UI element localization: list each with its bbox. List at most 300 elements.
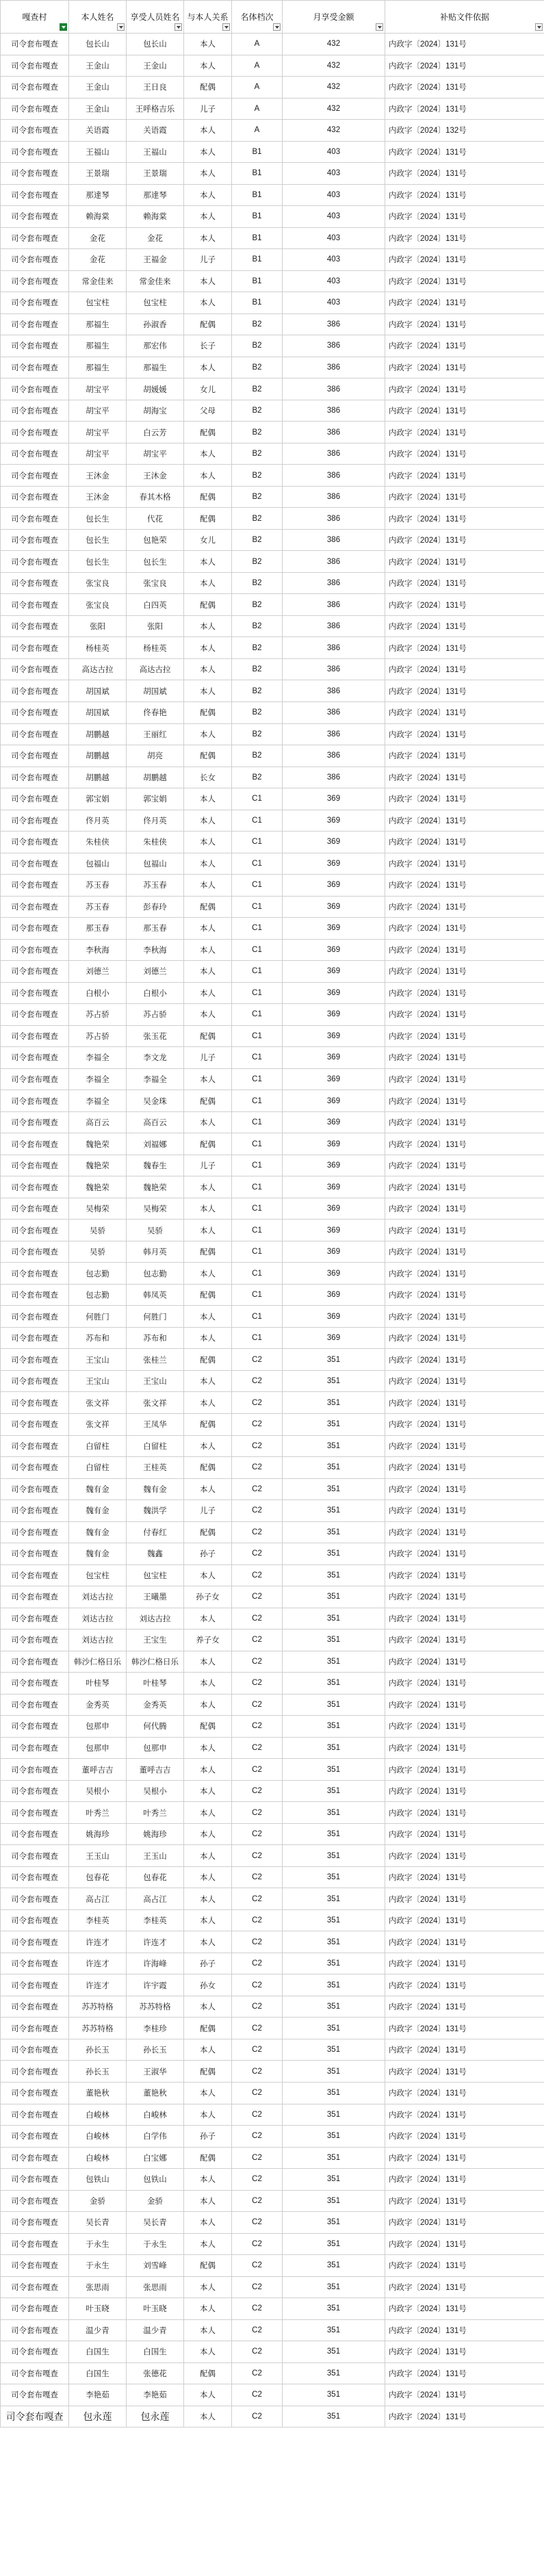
- relation-cell[interactable]: 配偶: [184, 1716, 232, 1738]
- table-row[interactable]: [1, 2233, 544, 2255]
- name-cell[interactable]: 于永生: [69, 2255, 127, 2277]
- village-cell[interactable]: 司令套布嘎查: [1, 1068, 69, 1090]
- grade-cell[interactable]: B2: [232, 508, 283, 530]
- table-row[interactable]: [1, 1586, 544, 1608]
- beneficiary-cell[interactable]: 白根小: [127, 982, 184, 1004]
- village-cell[interactable]: 司令套布嘎查: [1, 1500, 69, 1522]
- village-cell[interactable]: 司令套布嘎查: [1, 163, 69, 185]
- name-cell[interactable]: 郭宝娟: [69, 788, 127, 810]
- village-cell[interactable]: 司令套布嘎查: [1, 1586, 69, 1608]
- table-row[interactable]: [1, 615, 544, 637]
- grade-cell[interactable]: C1: [232, 918, 283, 940]
- document-cell[interactable]: 内政字〔2024〕131号: [385, 163, 544, 185]
- relation-cell[interactable]: 本人: [184, 184, 232, 206]
- relation-cell[interactable]: 本人: [184, 1737, 232, 1759]
- relation-cell[interactable]: 本人: [184, 1651, 232, 1673]
- name-cell[interactable]: 韩沙仁格日乐: [69, 1651, 127, 1673]
- table-row[interactable]: [1, 422, 544, 443]
- relation-cell[interactable]: 配偶: [184, 2018, 232, 2039]
- filter-dropdown-icon[interactable]: [376, 23, 383, 31]
- document-cell[interactable]: 内政字〔2024〕131号: [385, 1414, 544, 1436]
- grade-cell[interactable]: C2: [232, 1478, 283, 1500]
- amount-cell[interactable]: 369: [283, 1220, 385, 1241]
- beneficiary-cell[interactable]: 那宏伟: [127, 335, 184, 357]
- beneficiary-cell[interactable]: 胡鹏越: [127, 767, 184, 788]
- village-cell[interactable]: 司令套布嘎查: [1, 1349, 69, 1371]
- document-cell[interactable]: 内政字〔2024〕131号: [385, 1630, 544, 1651]
- relation-cell[interactable]: 本人: [184, 1004, 232, 1026]
- name-cell[interactable]: 吴骄: [69, 1241, 127, 1263]
- village-cell[interactable]: 司令套布嘎查: [1, 1370, 69, 1392]
- table-row[interactable]: [1, 1414, 544, 1436]
- table-row[interactable]: [1, 292, 544, 314]
- relation-cell[interactable]: 配偶: [184, 1025, 232, 1047]
- beneficiary-cell[interactable]: 董艳秋: [127, 2082, 184, 2104]
- grade-cell[interactable]: C2: [232, 1608, 283, 1630]
- amount-cell[interactable]: 351: [283, 1673, 385, 1695]
- document-cell[interactable]: 内政字〔2024〕131号: [385, 335, 544, 357]
- relation-cell[interactable]: 配偶: [184, 1414, 232, 1436]
- document-cell[interactable]: 内政字〔2024〕131号: [385, 141, 544, 163]
- village-cell[interactable]: 司令套布嘎查: [1, 2147, 69, 2169]
- table-row[interactable]: [1, 529, 544, 551]
- amount-cell[interactable]: 386: [283, 422, 385, 443]
- village-cell[interactable]: 司令套布嘎查: [1, 2126, 69, 2148]
- amount-cell[interactable]: 369: [283, 1241, 385, 1263]
- grade-cell[interactable]: B1: [232, 141, 283, 163]
- beneficiary-cell[interactable]: 白宝娜: [127, 2147, 184, 2169]
- amount-cell[interactable]: 369: [283, 1155, 385, 1176]
- table-row[interactable]: [1, 1457, 544, 1479]
- beneficiary-cell[interactable]: 佟月英: [127, 810, 184, 832]
- village-cell[interactable]: 司令套布嘎查: [1, 1802, 69, 1824]
- village-cell[interactable]: 司令套布嘎查: [1, 1090, 69, 1112]
- grade-cell[interactable]: B2: [232, 422, 283, 443]
- document-cell[interactable]: 内政字〔2024〕131号: [385, 1155, 544, 1176]
- grade-cell[interactable]: A: [232, 98, 283, 120]
- table-row[interactable]: [1, 1909, 544, 1931]
- name-cell[interactable]: 包铁山: [69, 2169, 127, 2191]
- grade-cell[interactable]: C2: [232, 1866, 283, 1888]
- village-cell[interactable]: 司令套布嘎查: [1, 486, 69, 508]
- village-cell[interactable]: 司令套布嘎查: [1, 680, 69, 702]
- beneficiary-cell[interactable]: 魏艳荣: [127, 1176, 184, 1198]
- table-row[interactable]: [1, 1068, 544, 1090]
- relation-cell[interactable]: 配偶: [184, 2147, 232, 2169]
- beneficiary-cell[interactable]: 王福山: [127, 141, 184, 163]
- beneficiary-cell[interactable]: 王宝山: [127, 1370, 184, 1392]
- table-row[interactable]: [1, 163, 544, 185]
- relation-cell[interactable]: 本人: [184, 939, 232, 961]
- grade-cell[interactable]: C1: [232, 832, 283, 853]
- relation-cell[interactable]: 本人: [184, 2039, 232, 2061]
- village-cell[interactable]: 司令套布嘎查: [1, 1220, 69, 1241]
- beneficiary-cell[interactable]: 孙长玉: [127, 2039, 184, 2061]
- amount-cell[interactable]: 369: [283, 1176, 385, 1198]
- village-cell[interactable]: 司令套布嘎查: [1, 2018, 69, 2039]
- relation-cell[interactable]: 本人: [184, 1673, 232, 1695]
- grade-cell[interactable]: B2: [232, 465, 283, 487]
- document-cell[interactable]: 内政字〔2024〕131号: [385, 572, 544, 594]
- name-cell[interactable]: 包志勤: [69, 1263, 127, 1285]
- document-cell[interactable]: 内政字〔2024〕131号: [385, 1823, 544, 1845]
- amount-cell[interactable]: 351: [283, 2169, 385, 2191]
- amount-cell[interactable]: 351: [283, 1716, 385, 1738]
- beneficiary-cell[interactable]: 温少青: [127, 2319, 184, 2341]
- name-cell[interactable]: 王福山: [69, 141, 127, 163]
- document-cell[interactable]: 内政字〔2024〕131号: [385, 2039, 544, 2061]
- table-row[interactable]: [1, 1090, 544, 1112]
- table-row[interactable]: [1, 335, 544, 357]
- village-cell[interactable]: 司令套布嘎查: [1, 939, 69, 961]
- amount-cell[interactable]: 351: [283, 1370, 385, 1392]
- grade-cell[interactable]: B2: [232, 637, 283, 659]
- relation-cell[interactable]: 父母: [184, 400, 232, 422]
- grade-cell[interactable]: B1: [232, 270, 283, 292]
- name-cell[interactable]: 李秋海: [69, 939, 127, 961]
- grade-cell[interactable]: C2: [232, 2276, 283, 2298]
- document-cell[interactable]: 内政字〔2024〕131号: [385, 2341, 544, 2363]
- village-cell[interactable]: 司令套布嘎查: [1, 551, 69, 573]
- village-cell[interactable]: 司令套布嘎查: [1, 2104, 69, 2126]
- document-cell[interactable]: 内政字〔2024〕131号: [385, 529, 544, 551]
- relation-cell[interactable]: 本人: [184, 270, 232, 292]
- village-cell[interactable]: 司令套布嘎查: [1, 357, 69, 378]
- village-cell[interactable]: 司令套布嘎查: [1, 918, 69, 940]
- table-row[interactable]: [1, 2319, 544, 2341]
- grade-cell[interactable]: C2: [232, 2362, 283, 2384]
- relation-cell[interactable]: 本人: [184, 680, 232, 702]
- village-cell[interactable]: 司令套布嘎查: [1, 1974, 69, 1996]
- grade-cell[interactable]: C2: [232, 2233, 283, 2255]
- amount-cell[interactable]: 351: [283, 2341, 385, 2363]
- beneficiary-cell[interactable]: 张桂兰: [127, 1349, 184, 1371]
- name-cell[interactable]: 白国生: [69, 2362, 127, 2384]
- beneficiary-cell[interactable]: 刘德兰: [127, 961, 184, 983]
- document-cell[interactable]: 内政字〔2024〕131号: [385, 918, 544, 940]
- amount-cell[interactable]: 386: [283, 594, 385, 616]
- relation-cell[interactable]: 本人: [184, 2190, 232, 2212]
- document-cell[interactable]: 内政字〔2024〕131号: [385, 1608, 544, 1630]
- document-cell[interactable]: 内政字〔2024〕131号: [385, 270, 544, 292]
- document-cell[interactable]: 内政字〔2024〕131号: [385, 1263, 544, 1285]
- amount-cell[interactable]: 369: [283, 788, 385, 810]
- beneficiary-cell[interactable]: 何胜门: [127, 1306, 184, 1328]
- village-cell[interactable]: 司令套布嘎查: [1, 1284, 69, 1306]
- name-cell[interactable]: 李艳茹: [69, 2384, 127, 2406]
- amount-cell[interactable]: 386: [283, 508, 385, 530]
- amount-cell[interactable]: 432: [283, 77, 385, 99]
- village-cell[interactable]: 司令套布嘎查: [1, 1823, 69, 1845]
- grade-cell[interactable]: C2: [232, 1780, 283, 1802]
- amount-cell[interactable]: 386: [283, 486, 385, 508]
- table-row[interactable]: [1, 184, 544, 206]
- relation-cell[interactable]: 本人: [184, 1176, 232, 1198]
- name-cell[interactable]: 王金山: [69, 98, 127, 120]
- village-cell[interactable]: 司令套布嘎查: [1, 1564, 69, 1586]
- amount-cell[interactable]: 369: [283, 853, 385, 875]
- village-cell[interactable]: 司令套布嘎查: [1, 701, 69, 723]
- name-cell[interactable]: 魏有金: [69, 1478, 127, 1500]
- grade-cell[interactable]: C1: [232, 1241, 283, 1263]
- document-cell[interactable]: 内政字〔2024〕131号: [385, 227, 544, 249]
- beneficiary-cell[interactable]: 白学伟: [127, 2126, 184, 2148]
- beneficiary-cell[interactable]: 胡海宝: [127, 400, 184, 422]
- table-row[interactable]: [1, 2298, 544, 2320]
- table-row[interactable]: [1, 1500, 544, 1522]
- relation-cell[interactable]: 配偶: [184, 1133, 232, 1155]
- table-row[interactable]: [1, 853, 544, 875]
- village-cell[interactable]: 司令套布嘎查: [1, 1198, 69, 1220]
- name-cell[interactable]: 白峻林: [69, 2104, 127, 2126]
- name-cell[interactable]: 赖海棠: [69, 206, 127, 228]
- relation-cell[interactable]: 配偶: [184, 2255, 232, 2277]
- table-row[interactable]: [1, 1845, 544, 1867]
- document-cell[interactable]: 内政字〔2024〕131号: [385, 1780, 544, 1802]
- beneficiary-cell[interactable]: 王金山: [127, 55, 184, 77]
- table-row[interactable]: [1, 206, 544, 228]
- relation-cell[interactable]: 本人: [184, 1823, 232, 1845]
- grade-cell[interactable]: C2: [232, 2319, 283, 2341]
- name-cell[interactable]: 高占江: [69, 1888, 127, 1910]
- name-cell[interactable]: 金秀英: [69, 1694, 127, 1716]
- relation-cell[interactable]: 配偶: [184, 1284, 232, 1306]
- amount-cell[interactable]: 351: [283, 2082, 385, 2104]
- beneficiary-cell[interactable]: 许连才: [127, 1931, 184, 1953]
- name-cell[interactable]: 佟月英: [69, 810, 127, 832]
- name-cell[interactable]: 苏占骄: [69, 1004, 127, 1026]
- village-cell[interactable]: 司令套布嘎查: [1, 745, 69, 767]
- village-cell[interactable]: 司令套布嘎查: [1, 1327, 69, 1349]
- name-cell[interactable]: 那福生: [69, 357, 127, 378]
- relation-cell[interactable]: 本人: [184, 2341, 232, 2363]
- grade-cell[interactable]: C2: [232, 1392, 283, 1414]
- village-cell[interactable]: 司令套布嘎查: [1, 1306, 69, 1328]
- name-cell[interactable]: 包长生: [69, 529, 127, 551]
- name-cell[interactable]: 白国生: [69, 2341, 127, 2363]
- amount-cell[interactable]: 351: [283, 1630, 385, 1651]
- table-row[interactable]: [1, 2126, 544, 2148]
- table-row[interactable]: [1, 2169, 544, 2191]
- grade-cell[interactable]: C2: [232, 1823, 283, 1845]
- relation-cell[interactable]: 孙子女: [184, 1586, 232, 1608]
- beneficiary-cell[interactable]: 包志勤: [127, 1263, 184, 1285]
- name-cell[interactable]: 张宝良: [69, 594, 127, 616]
- amount-cell[interactable]: 351: [283, 2319, 385, 2341]
- table-row[interactable]: [1, 400, 544, 422]
- table-row[interactable]: [1, 77, 544, 99]
- document-cell[interactable]: 内政字〔2024〕131号: [385, 594, 544, 616]
- beneficiary-cell[interactable]: 那達琴: [127, 184, 184, 206]
- amount-cell[interactable]: 351: [283, 2018, 385, 2039]
- relation-cell[interactable]: 本人: [184, 637, 232, 659]
- relation-cell[interactable]: 本人: [184, 918, 232, 940]
- relation-cell[interactable]: 本人: [184, 723, 232, 745]
- table-row[interactable]: [1, 1974, 544, 1996]
- document-cell[interactable]: 内政字〔2024〕131号: [385, 2018, 544, 2039]
- relation-cell[interactable]: 本人: [184, 1306, 232, 1328]
- document-cell[interactable]: 内政字〔2024〕131号: [385, 1457, 544, 1479]
- beneficiary-cell[interactable]: 胡媛媛: [127, 378, 184, 400]
- name-cell[interactable]: 王金山: [69, 77, 127, 99]
- beneficiary-cell[interactable]: 佟春艳: [127, 701, 184, 723]
- table-row[interactable]: [1, 2276, 544, 2298]
- relation-cell[interactable]: 儿子: [184, 1500, 232, 1522]
- amount-cell[interactable]: 369: [283, 1025, 385, 1047]
- relation-cell[interactable]: 本人: [184, 788, 232, 810]
- amount-cell[interactable]: 369: [283, 982, 385, 1004]
- document-cell[interactable]: 内政字〔2024〕131号: [385, 832, 544, 853]
- beneficiary-cell[interactable]: 包福山: [127, 853, 184, 875]
- document-cell[interactable]: 内政字〔2024〕131号: [385, 2147, 544, 2169]
- relation-cell[interactable]: 本人: [184, 1866, 232, 1888]
- name-cell[interactable]: 常金佳来: [69, 270, 127, 292]
- grade-cell[interactable]: B2: [232, 594, 283, 616]
- name-cell[interactable]: 李福全: [69, 1068, 127, 1090]
- beneficiary-cell[interactable]: 苏玉春: [127, 875, 184, 897]
- beneficiary-cell[interactable]: 包永莲: [127, 2406, 184, 2427]
- document-cell[interactable]: 内政字〔2024〕131号: [385, 875, 544, 897]
- grade-cell[interactable]: C2: [232, 2212, 283, 2234]
- grade-cell[interactable]: C2: [232, 1845, 283, 1867]
- document-cell[interactable]: 内政字〔2024〕131号: [385, 2298, 544, 2320]
- document-cell[interactable]: 内政字〔2024〕131号: [385, 1543, 544, 1565]
- grade-cell[interactable]: C1: [232, 1198, 283, 1220]
- beneficiary-cell[interactable]: 白云芳: [127, 422, 184, 443]
- amount-cell[interactable]: 351: [283, 1392, 385, 1414]
- document-cell[interactable]: 内政字〔2024〕131号: [385, 637, 544, 659]
- grade-cell[interactable]: C1: [232, 939, 283, 961]
- document-cell[interactable]: 内政字〔2024〕131号: [385, 2406, 544, 2427]
- relation-cell[interactable]: 本人: [184, 810, 232, 832]
- filter-dropdown-icon[interactable]: [273, 23, 281, 31]
- amount-cell[interactable]: 369: [283, 810, 385, 832]
- grade-cell[interactable]: C2: [232, 1888, 283, 1910]
- amount-cell[interactable]: 386: [283, 551, 385, 573]
- table-row[interactable]: [1, 1111, 544, 1133]
- document-cell[interactable]: 内政字〔2024〕131号: [385, 1047, 544, 1069]
- table-row[interactable]: [1, 1608, 544, 1630]
- grade-cell[interactable]: C1: [232, 1133, 283, 1155]
- beneficiary-cell[interactable]: 刘达古拉: [127, 1608, 184, 1630]
- relation-cell[interactable]: 女儿: [184, 378, 232, 400]
- document-cell[interactable]: 内政字〔2024〕131号: [385, 1974, 544, 1996]
- amount-cell[interactable]: 351: [283, 2384, 385, 2406]
- village-cell[interactable]: 司令套布嘎查: [1, 1392, 69, 1414]
- beneficiary-cell[interactable]: 高百云: [127, 1111, 184, 1133]
- name-cell[interactable]: 张思雨: [69, 2276, 127, 2298]
- document-cell[interactable]: 内政字〔2024〕131号: [385, 465, 544, 487]
- amount-cell[interactable]: 369: [283, 918, 385, 940]
- beneficiary-cell[interactable]: 王丽红: [127, 723, 184, 745]
- table-row[interactable]: [1, 249, 544, 271]
- document-cell[interactable]: 内政字〔2024〕131号: [385, 1651, 544, 1673]
- village-cell[interactable]: 司令套布嘎查: [1, 1435, 69, 1457]
- beneficiary-cell[interactable]: 孙淑香: [127, 313, 184, 335]
- name-cell[interactable]: 那玉春: [69, 918, 127, 940]
- grade-cell[interactable]: C1: [232, 1004, 283, 1026]
- village-cell[interactable]: 司令套布嘎查: [1, 1996, 69, 2018]
- beneficiary-cell[interactable]: 何代腾: [127, 1716, 184, 1738]
- name-cell[interactable]: 叶秀兰: [69, 1802, 127, 1824]
- table-row[interactable]: [1, 1931, 544, 1953]
- amount-cell[interactable]: 351: [283, 2276, 385, 2298]
- grade-cell[interactable]: C1: [232, 896, 283, 918]
- document-cell[interactable]: 内政字〔2024〕131号: [385, 982, 544, 1004]
- name-cell[interactable]: 许连才: [69, 1953, 127, 1974]
- amount-cell[interactable]: 369: [283, 1004, 385, 1026]
- relation-cell[interactable]: 本人: [184, 227, 232, 249]
- village-cell[interactable]: 司令套布嘎查: [1, 1263, 69, 1285]
- table-row[interactable]: [1, 572, 544, 594]
- village-cell[interactable]: 司令套布嘎查: [1, 1543, 69, 1565]
- relation-cell[interactable]: 本人: [184, 832, 232, 853]
- beneficiary-cell[interactable]: 包那申: [127, 1737, 184, 1759]
- table-row[interactable]: [1, 680, 544, 702]
- beneficiary-cell[interactable]: 苏占骄: [127, 1004, 184, 1026]
- document-cell[interactable]: 内政字〔2024〕131号: [385, 206, 544, 228]
- grade-cell[interactable]: B2: [232, 723, 283, 745]
- name-cell[interactable]: 金骄: [69, 2190, 127, 2212]
- beneficiary-cell[interactable]: 吴骄: [127, 1220, 184, 1241]
- name-cell[interactable]: 王宝山: [69, 1349, 127, 1371]
- name-cell[interactable]: 董艳秋: [69, 2082, 127, 2104]
- name-cell[interactable]: 包长生: [69, 551, 127, 573]
- village-cell[interactable]: 司令套布嘎查: [1, 292, 69, 314]
- relation-cell[interactable]: 本人: [184, 1759, 232, 1781]
- document-cell[interactable]: 内政字〔2024〕131号: [385, 788, 544, 810]
- relation-cell[interactable]: 配偶: [184, 1349, 232, 1371]
- table-row[interactable]: [1, 2104, 544, 2126]
- amount-cell[interactable]: 351: [283, 1435, 385, 1457]
- name-cell[interactable]: 王沐金: [69, 486, 127, 508]
- village-cell[interactable]: 司令套布嘎查: [1, 2276, 69, 2298]
- name-cell[interactable]: 包春花: [69, 1866, 127, 1888]
- beneficiary-cell[interactable]: 代花: [127, 508, 184, 530]
- document-cell[interactable]: 内政字〔2024〕131号: [385, 1759, 544, 1781]
- village-cell[interactable]: 司令套布嘎查: [1, 896, 69, 918]
- village-cell[interactable]: 司令套布嘎查: [1, 853, 69, 875]
- amount-cell[interactable]: 386: [283, 335, 385, 357]
- table-row[interactable]: [1, 2212, 544, 2234]
- document-cell[interactable]: 内政字〔2024〕131号: [385, 615, 544, 637]
- table-row[interactable]: [1, 1673, 544, 1695]
- amount-cell[interactable]: 369: [283, 832, 385, 853]
- table-row[interactable]: [1, 1392, 544, 1414]
- grade-cell[interactable]: B2: [232, 572, 283, 594]
- grade-cell[interactable]: C2: [232, 1521, 283, 1543]
- name-cell[interactable]: 魏有金: [69, 1521, 127, 1543]
- name-cell[interactable]: 叶桂琴: [69, 1673, 127, 1695]
- beneficiary-cell[interactable]: 魏洪学: [127, 1500, 184, 1522]
- village-cell[interactable]: 司令套布嘎查: [1, 2319, 69, 2341]
- amount-cell[interactable]: 386: [283, 637, 385, 659]
- beneficiary-cell[interactable]: 韩凤英: [127, 1284, 184, 1306]
- name-cell[interactable]: 胡宝平: [69, 422, 127, 443]
- beneficiary-cell[interactable]: 魏鑫: [127, 1543, 184, 1565]
- village-cell[interactable]: 司令套布嘎查: [1, 1478, 69, 1500]
- table-row[interactable]: [1, 1823, 544, 1845]
- grade-cell[interactable]: C2: [232, 1909, 283, 1931]
- relation-cell[interactable]: 本人: [184, 2319, 232, 2341]
- grade-cell[interactable]: C2: [232, 2082, 283, 2104]
- village-cell[interactable]: 司令套布嘎查: [1, 2384, 69, 2406]
- grade-cell[interactable]: C1: [232, 875, 283, 897]
- grade-cell[interactable]: C1: [232, 1025, 283, 1047]
- amount-cell[interactable]: 351: [283, 2406, 385, 2427]
- village-cell[interactable]: 司令套布嘎查: [1, 227, 69, 249]
- village-cell[interactable]: 司令套布嘎查: [1, 77, 69, 99]
